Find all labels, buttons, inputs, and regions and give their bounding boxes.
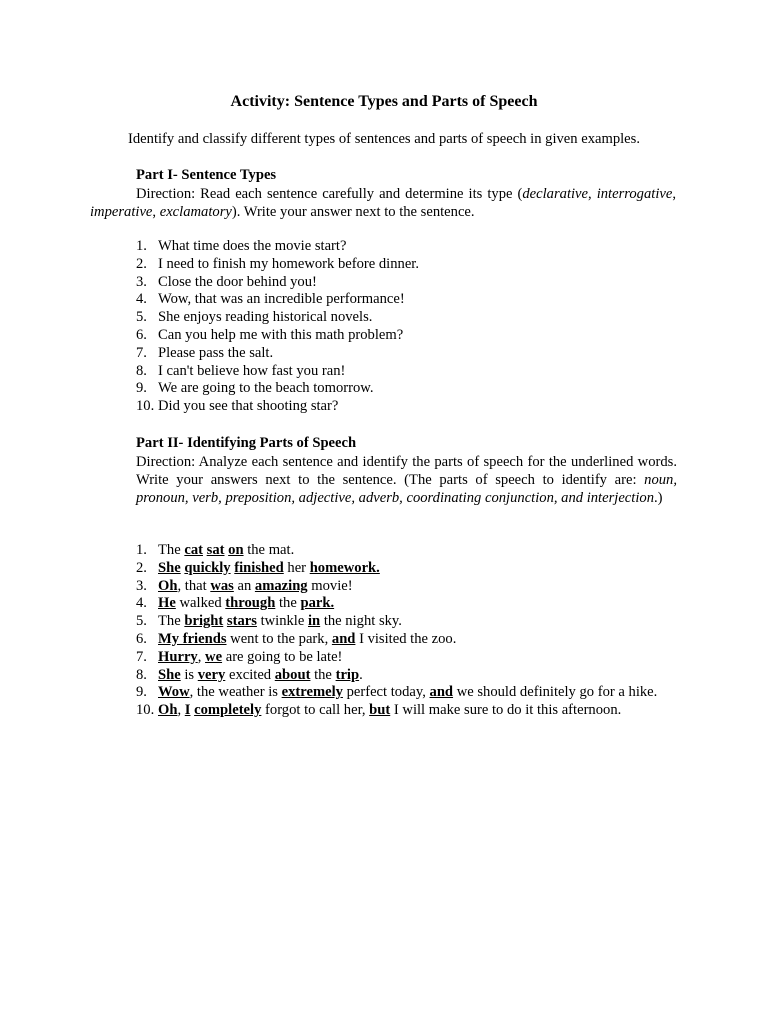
sentence-text: [158, 667, 363, 685]
item-number: 4.: [136, 595, 147, 612]
part1-direction: Direction: Read each sentence carefully and determine its type (declarative, interrogative, imperative, exclamatory). Write your answer next to the sentence.: [90, 186, 676, 220]
underlined-word: Oh: [158, 702, 178, 719]
plain-text: walked: [175, 595, 226, 612]
sentence-types-list: [136, 238, 419, 416]
item-number: 6.: [136, 326, 147, 343]
plain-text: .: [359, 666, 363, 683]
sentence-text: Wow, that was an incredible performance!: [158, 291, 405, 308]
plain-text: ,: [197, 648, 206, 665]
sentence-text: We are going to the beach tomorrow.: [158, 380, 374, 397]
list-item: [136, 613, 657, 631]
plain-text: forgot to call her,: [261, 702, 370, 719]
item-number: 3.: [136, 577, 147, 594]
underlined-word: quickly: [184, 559, 231, 576]
underlined-word: finished: [234, 559, 284, 576]
item-number: 1.: [136, 238, 147, 254]
sentence-text: She enjoys reading historical novels.: [158, 309, 373, 326]
sentence-text: [158, 631, 456, 649]
plain-text: The: [158, 542, 185, 558]
plain-text: twinkle: [256, 613, 308, 630]
plain-text: are going to be late!: [222, 648, 343, 665]
plain-text: the: [275, 595, 301, 612]
list-item: [136, 560, 657, 578]
part2-direction: Direction: Analyze each sentence and identify the parts of speech for the underlined words. Write your answers next to the sentence. (The parts of speech to identify are: noun, pronoun, verb, preposition, adjective, adverb, coordinating conjunction, and interjection.): [136, 454, 677, 506]
item-number: 1.: [136, 542, 147, 558]
plain-text: went to the park,: [226, 630, 332, 647]
item-number: 2.: [136, 559, 147, 576]
plain-text: perfect today,: [342, 684, 430, 701]
item-number: 2.: [136, 255, 147, 272]
underlined-word: stars: [226, 613, 257, 630]
list-item: [136, 631, 657, 649]
list-item: [136, 309, 419, 327]
sentence-text: [158, 560, 380, 578]
item-number: 10.: [136, 398, 155, 415]
sentence-text: I can't believe how fast you ran!: [158, 362, 346, 379]
item-number: 4.: [136, 291, 147, 308]
underlined-word: and: [331, 630, 356, 647]
list-item: [136, 345, 419, 363]
list-item: [136, 291, 419, 309]
intro-text: Identify and classify different types of sentences and parts of speech in given examples.: [128, 131, 640, 147]
part1-heading: Part I- Sentence Types: [136, 167, 277, 183]
plain-text: the mat.: [243, 542, 295, 558]
plain-text: , that: [177, 577, 211, 594]
plain-text: the: [310, 666, 336, 683]
sentence-text: [158, 595, 334, 613]
sentence-text: Can you help me with this math problem?: [158, 326, 404, 343]
sentence-text: What time does the movie start?: [158, 238, 347, 254]
underlined-word: trip: [335, 666, 360, 683]
sentence-text: Did you see that shooting star?: [158, 398, 339, 415]
underlined-word: Wow: [158, 684, 190, 701]
underlined-word: through: [225, 595, 276, 612]
underlined-word: on: [228, 542, 244, 558]
plain-text: her: [283, 559, 310, 576]
sentence-text: [158, 649, 342, 667]
item-number: 9.: [136, 380, 147, 397]
sentence-text: Close the door behind you!: [158, 273, 317, 290]
underlined-word: She: [158, 559, 181, 576]
plain-text: movie!: [307, 577, 353, 594]
page-title: Activity: Sentence Types and Parts of Speech: [230, 93, 538, 110]
plain-text: the night sky.: [320, 613, 402, 630]
parts-of-speech-list: [136, 542, 657, 720]
underlined-word: very: [197, 666, 226, 683]
list-item: [136, 684, 657, 702]
item-number: 10.: [136, 702, 155, 719]
plain-text: I visited the zoo.: [355, 630, 457, 647]
underlined-word: in: [308, 613, 321, 630]
underlined-word: bright: [184, 613, 224, 630]
item-number: 8.: [136, 666, 147, 683]
item-number: 5.: [136, 613, 147, 630]
underlined-word: extremely: [281, 684, 343, 701]
sentence-text: [158, 702, 621, 720]
list-item: [136, 595, 657, 613]
item-number: 5.: [136, 309, 147, 326]
list-item: [136, 542, 657, 560]
underlined-word: and: [429, 684, 454, 701]
sentence-text: [158, 684, 657, 702]
underlined-word: He: [158, 595, 176, 612]
plain-text: The: [158, 613, 185, 630]
underlined-word: amazing: [254, 577, 308, 594]
underlined-word: I: [184, 702, 191, 719]
list-item: [136, 363, 419, 381]
underlined-word: sat: [206, 542, 225, 558]
list-item: [136, 667, 657, 685]
list-item: [136, 256, 419, 274]
plain-text: is: [180, 666, 198, 683]
part2-heading: Part II- Identifying Parts of Speech: [136, 435, 357, 451]
underlined-word: completely: [194, 702, 262, 719]
underlined-word: Oh: [158, 577, 178, 594]
underlined-word: park.: [300, 595, 335, 612]
underlined-word: homework.: [309, 559, 380, 576]
list-item: [136, 398, 419, 416]
plain-text: an: [233, 577, 255, 594]
plain-text: I will make sure to do it this afternoon.: [390, 702, 622, 719]
underlined-word: Hurry: [158, 648, 198, 665]
underlined-word: we: [205, 648, 223, 665]
list-item: [136, 702, 657, 720]
list-item: [136, 649, 657, 667]
list-item: [136, 238, 419, 256]
plain-text: ,: [177, 702, 185, 719]
sentence-text: [158, 578, 353, 596]
plain-text: we should definitely go for a hike.: [453, 684, 658, 701]
list-item: [136, 274, 419, 292]
item-number: 8.: [136, 362, 147, 379]
sentence-text: [158, 542, 294, 560]
underlined-word: about: [274, 666, 311, 683]
plain-text: excited: [225, 666, 275, 683]
underlined-word: cat: [184, 542, 203, 558]
list-item: [136, 380, 419, 398]
list-item: [136, 327, 419, 345]
item-number: 6.: [136, 630, 147, 647]
list-item: [136, 578, 657, 596]
sentence-text: Please pass the salt.: [158, 344, 274, 361]
underlined-word: My friends: [158, 630, 227, 647]
underlined-word: was: [210, 577, 234, 594]
underlined-word: but: [369, 702, 391, 719]
plain-text: , the weather is: [189, 684, 282, 701]
item-number: 3.: [136, 273, 147, 290]
sentence-text: [158, 613, 402, 631]
underlined-word: She: [158, 666, 181, 683]
item-number: 9.: [136, 684, 147, 701]
item-number: 7.: [136, 344, 147, 361]
item-number: 7.: [136, 648, 147, 665]
sentence-text: I need to finish my homework before dinner.: [158, 255, 419, 272]
